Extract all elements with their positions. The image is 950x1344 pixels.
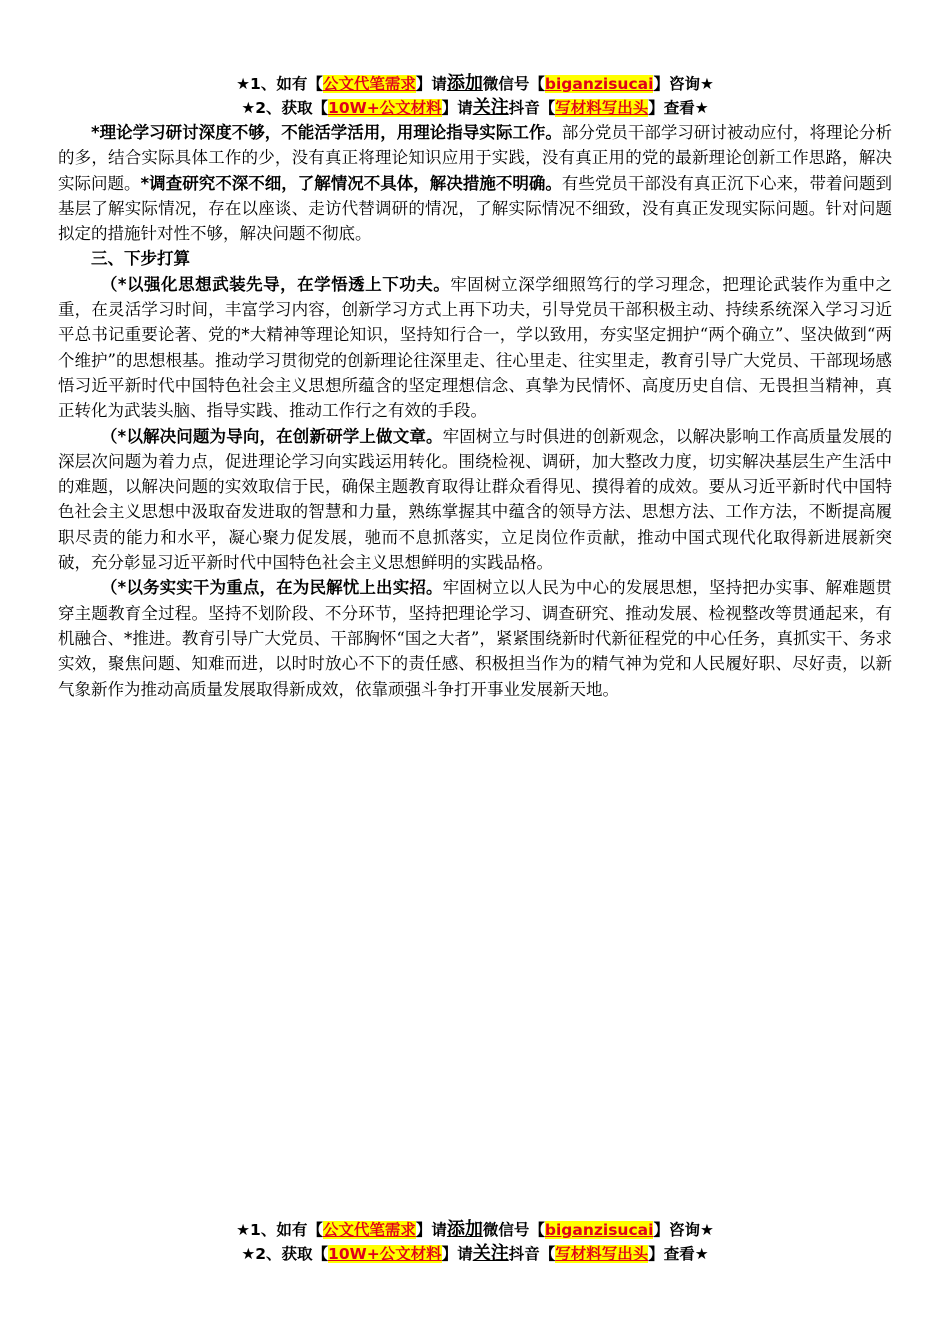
banner-emphasis: 添加 xyxy=(446,1219,483,1240)
top-banner xyxy=(0,72,950,120)
banner-highlight: 公文代笔需求 xyxy=(322,75,416,93)
banner-text: ★1、如有【 xyxy=(236,1221,323,1239)
bold-point: *调查研究不深不细，了解情况不具体，解决措施不明确。 xyxy=(140,173,562,193)
banner-text: 抖音【 xyxy=(508,99,556,117)
paragraph-problems xyxy=(58,120,892,246)
banner-text: 微信号【 xyxy=(482,75,545,93)
banner-text: ★2、获取【 xyxy=(241,1245,329,1263)
paragraph-text: 牢固树立深学细照笃行的学习理念，把理论武装作为重中之重，在灵活学习时间，丰富学习内容，创新学习方式上再下功夫，引导党员干部积极主动、持续系统深入学习习近平总书记重要论著、党的*大精神等理论知识，坚持知行合一，学以致用，夯实坚定拥护“两个确立”、坚决做到“两个维护”的思想根基。推动学习贯彻党的创新理论往深里走、往心里走、往实里走，教育引导广大党员、干部现场感悟习近平新时代中国特色社会主义思想所蕴含的坚定理想信念、真挚为民情怀、高度历史自信、无畏担当精神，真正转化为武装头脑、指导实践、推动工作行之有效的手段。 xyxy=(58,274,892,421)
paragraph-plan-1 xyxy=(58,272,892,424)
banner-text: 微信号【 xyxy=(482,1221,545,1239)
bottom-banner xyxy=(0,1218,950,1266)
banner-highlight: 写材料写出头 xyxy=(555,1245,649,1263)
section-heading: 三、下步打算 xyxy=(91,249,190,269)
banner-text: ★1、如有【 xyxy=(236,75,323,93)
banner-line-1 xyxy=(0,1218,950,1242)
banner-text: 】查看★ xyxy=(648,1245,709,1263)
banner-emphasis: 添加 xyxy=(446,73,483,94)
banner-line-2 xyxy=(0,1242,950,1266)
paragraph-plan-3 xyxy=(58,575,892,701)
paragraph-text: 牢固树立与时俱进的创新观念，以解决影响工作高质量发展的深层次问题为着力点，促进理论学习向实践运用转化。围绕检视、调研，加大整改力度，切实解决基层生产生活中的难题，以解决问题的实效取信于民，确保主题教育取得让群众看得见、摸得着的成效。要从习近平新时代中国特色社会主义思想中汲取奋发进取的智慧和力量，熟练掌握其中蕴含的领导方法、思想方法、工作方法，不断提高履职尽责的能力和水平，凝心聚力促发展，驰而不息抓落实，立足岗位作贡献，推动中国式现代化取得新进展新突破，充分彰显习近平新时代中国特色社会主义思想鲜明的实践品格。 xyxy=(58,426,892,573)
banner-text: 】咨询★ xyxy=(653,1221,714,1239)
banner-line-1 xyxy=(0,72,950,96)
banner-highlight: biganzisucai xyxy=(544,1221,654,1239)
banner-emphasis: 关注 xyxy=(472,97,509,118)
banner-text: 】请 xyxy=(441,99,473,117)
bold-point: （*以强化思想武装先导，在学悟透上下功夫。 xyxy=(100,274,451,294)
paragraph-text: 牢固树立以人民为中心的发展思想，坚持把办实事、解难题贯穿主题教育全过程。坚持不划阶段、不分环节，坚持把理论学习、调查研究、推动发展、检视整改等贯通起来，有机融合、*推进。教育引导广大党员、干部胸怀“国之大者”，紧紧围绕新时代新征程党的中心任务，真抓实干、务求实效，聚焦问题、知难而进，以时时放心不下的责任感、积极担当作为的精气神为党和人民履好职、尽好责，以新气象新作为推动高质量发展取得新成效，依靠顽强斗争打开事业发展新天地。 xyxy=(58,578,892,699)
banner-text: 】请 xyxy=(441,1245,473,1263)
banner-highlight: 写材料写出头 xyxy=(555,99,649,117)
banner-highlight: 公文代笔需求 xyxy=(322,1221,416,1239)
banner-text: 】请 xyxy=(415,75,447,93)
document-body xyxy=(58,120,892,702)
banner-emphasis: 关注 xyxy=(472,1243,509,1264)
paragraph-plan-2 xyxy=(58,424,892,576)
bold-point: （*以务实实干为重点，在为民解忧上出实招。 xyxy=(100,578,443,598)
bold-point: *理论学习研讨深度不够，不能活学活用，用理论指导实际工作。 xyxy=(91,123,562,142)
paragraph-text: 有些党员干部没有真正沉下心来，带着问题到基层了解实际情况，存在以座谈、走访代替调研的情况，了解实际情况不细致，没有真正发现实际问题。针对问题拟定的措施针对性不够，解决问题不彻底。 xyxy=(58,173,893,244)
bold-point: （*以解决问题为导向，在创新研学上做文章。 xyxy=(100,426,443,446)
banner-highlight: biganzisucai xyxy=(544,75,654,93)
banner-highlight: 10W+公文材料 xyxy=(328,99,442,117)
paragraph-text: 部分党员干部学习研讨被动应付，将理论分析的多，结合实际具体工作的少，没有真正将理论知识应用于实践，没有真正用的党的最新理论创新工作思路，解决实际问题。 xyxy=(58,123,893,193)
banner-line-2 xyxy=(0,96,950,120)
banner-text: 】请 xyxy=(415,1221,447,1239)
banner-text: ★2、获取【 xyxy=(241,99,329,117)
banner-text: 】查看★ xyxy=(648,99,709,117)
banner-text: 】咨询★ xyxy=(653,75,714,93)
banner-highlight: 10W+公文材料 xyxy=(328,1245,442,1263)
banner-text: 抖音【 xyxy=(508,1245,556,1263)
